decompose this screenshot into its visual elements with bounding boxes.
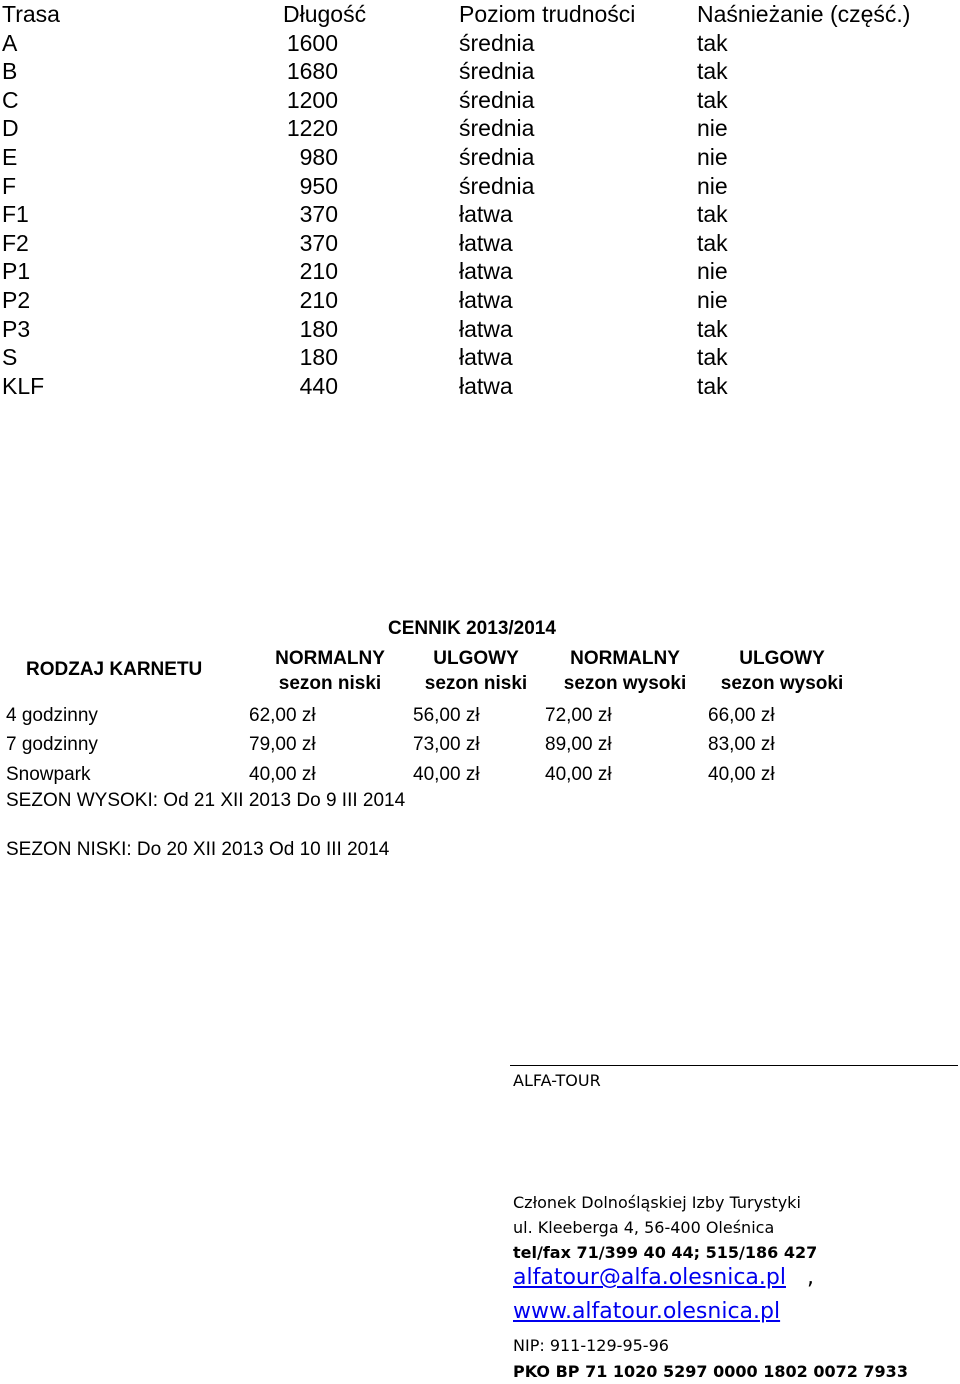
ticket-type: 4 godzinny (6, 705, 98, 726)
trail-row (0, 143, 960, 172)
trail-difficulty: średnia (459, 143, 535, 170)
phone-line: tel/fax 71/399 40 44; 515/186 427 (513, 1243, 818, 1262)
price-cell: 40,00 zł (249, 763, 316, 785)
trail-snowmaking: nie (697, 172, 728, 199)
price-cell: 72,00 zł (545, 705, 612, 726)
price-cell: 40,00 zł (708, 763, 775, 785)
price-cell: 73,00 zł (413, 734, 480, 756)
trail-row (0, 29, 960, 58)
header-trail: Trasa (2, 1, 60, 27)
trail-row (0, 229, 960, 258)
pricelist-title: CENNIK 2013/2014 (388, 618, 556, 639)
price-cell: 66,00 zł (708, 705, 775, 726)
company-name: ALFA-TOUR (513, 1071, 601, 1090)
trail-snowmaking: tak (697, 372, 728, 399)
trail-row (0, 315, 960, 344)
ticket-type: Snowpark (6, 763, 91, 785)
trail-length: 370 (299, 201, 338, 228)
trail-name: P3 (2, 315, 31, 342)
trail-difficulty: średnia (459, 172, 535, 199)
trail-name: E (2, 143, 18, 170)
price-cell: 62,00 zł (249, 705, 316, 726)
trail-snowmaking: nie (697, 258, 728, 285)
column-header-line1: ULGOWY (739, 648, 825, 669)
email-comma: , (807, 1265, 814, 1290)
trail-difficulty: średnia (459, 115, 535, 142)
column-header-line2: sezon niski (424, 673, 528, 694)
trail-length: 370 (299, 229, 338, 256)
price-cell: 83,00 zł (708, 734, 775, 756)
column-header-line2: sezon wysoki (720, 673, 844, 694)
trail-row (0, 57, 960, 86)
column-header (707, 646, 857, 696)
pricelist-header (0, 646, 960, 708)
trail-row (0, 86, 960, 115)
pricelist-rows (0, 701, 960, 789)
trail-name: P2 (2, 286, 31, 313)
trail-length: 180 (299, 344, 338, 371)
trail-snowmaking: nie (697, 115, 728, 142)
trail-row (0, 257, 960, 286)
trail-difficulty: łatwa (459, 258, 513, 285)
trail-snowmaking: nie (697, 286, 728, 313)
column-header-line2: sezon wysoki (563, 673, 687, 694)
header-length: Długość (283, 1, 367, 27)
trail-name: F1 (2, 201, 29, 228)
trail-difficulty: łatwa (459, 372, 513, 399)
trail-snowmaking: tak (697, 58, 728, 85)
price-cell: 56,00 zł (413, 705, 480, 726)
column-header-line1: NORMALNY (275, 648, 385, 669)
trail-row (0, 343, 960, 372)
trail-length: 210 (299, 258, 338, 285)
email-link[interactable]: alfatour@alfa.olesnica.pl (513, 1265, 786, 1290)
trail-difficulty: łatwa (459, 229, 513, 256)
trail-difficulty: łatwa (459, 286, 513, 313)
trail-snowmaking: tak (697, 86, 728, 113)
trail-name: A (2, 29, 18, 56)
trail-snowmaking: tak (697, 229, 728, 256)
trail-name: C (2, 86, 19, 113)
trail-length: 1680 (286, 58, 338, 85)
trail-snowmaking: nie (697, 143, 728, 170)
trail-snowmaking: tak (697, 201, 728, 228)
trail-row (0, 286, 960, 315)
trail-name: F2 (2, 229, 29, 256)
column-header-line1: NORMALNY (570, 648, 680, 669)
website-link[interactable]: www.alfatour.olesnica.pl (513, 1299, 781, 1324)
ticket-type-header: RODZAJ KARNETU (26, 659, 203, 680)
column-header (401, 646, 551, 696)
price-cell: 40,00 zł (545, 763, 612, 785)
address-line: ul. Kleeberga 4, 56-400 Oleśnica (513, 1218, 775, 1237)
price-cell: 79,00 zł (249, 734, 316, 756)
trail-difficulty: średnia (459, 29, 535, 56)
trail-length: 180 (299, 315, 338, 342)
nip-line: NIP: 911-129-95-96 (513, 1336, 669, 1355)
trail-difficulty: łatwa (459, 315, 513, 342)
season-low-note: SEZON NISKI: Do 20 XII 2013 Od 10 III 2014 (6, 839, 390, 860)
trail-name: D (2, 115, 19, 142)
trail-name: F (2, 172, 17, 199)
trail-length: 1200 (286, 86, 338, 113)
ticket-type: 7 godzinny (6, 734, 98, 756)
trails-header-row (0, 0, 960, 29)
price-cell: 89,00 zł (545, 734, 612, 756)
header-snowmaking: Naśnieżanie (część.) (697, 1, 911, 27)
column-header-line2: sezon niski (278, 673, 382, 694)
trail-length: 1600 (286, 29, 338, 56)
trail-name: S (2, 344, 18, 371)
trail-name: KLF (2, 372, 45, 399)
price-cell: 40,00 zł (413, 763, 480, 785)
trail-length: 440 (299, 372, 338, 399)
season-high-note: SEZON WYSOKI: Od 21 XII 2013 Do 9 III 2014 (6, 790, 406, 811)
trail-difficulty: średnia (459, 86, 535, 113)
column-header-line1: ULGOWY (433, 648, 519, 669)
trail-row (0, 200, 960, 229)
bank-account-line: PKO BP 71 1020 5297 0000 1802 0072 7933 (513, 1362, 908, 1381)
trail-length: 1220 (286, 115, 338, 142)
trail-name: P1 (2, 258, 31, 285)
trail-difficulty: łatwa (459, 344, 513, 371)
header-difficulty: Poziom trudności (459, 1, 636, 27)
column-header (255, 646, 405, 696)
trail-length: 950 (299, 172, 338, 199)
membership-line: Członek Dolnośląskiej Izby Turystyki (513, 1193, 801, 1212)
trail-row (0, 172, 960, 201)
price-row (0, 760, 960, 789)
trails-table (0, 0, 960, 400)
trail-snowmaking: tak (697, 315, 728, 342)
trail-difficulty: średnia (459, 58, 535, 85)
price-row (0, 730, 960, 759)
trail-row (0, 114, 960, 143)
footer-divider (510, 1065, 958, 1066)
trail-snowmaking: tak (697, 29, 728, 56)
trail-length: 210 (299, 286, 338, 313)
trail-length: 980 (299, 143, 338, 170)
trail-name: B (2, 58, 18, 85)
trail-difficulty: łatwa (459, 201, 513, 228)
trail-row (0, 372, 960, 401)
trail-snowmaking: tak (697, 344, 728, 371)
price-row (0, 701, 960, 730)
column-header (550, 646, 700, 696)
